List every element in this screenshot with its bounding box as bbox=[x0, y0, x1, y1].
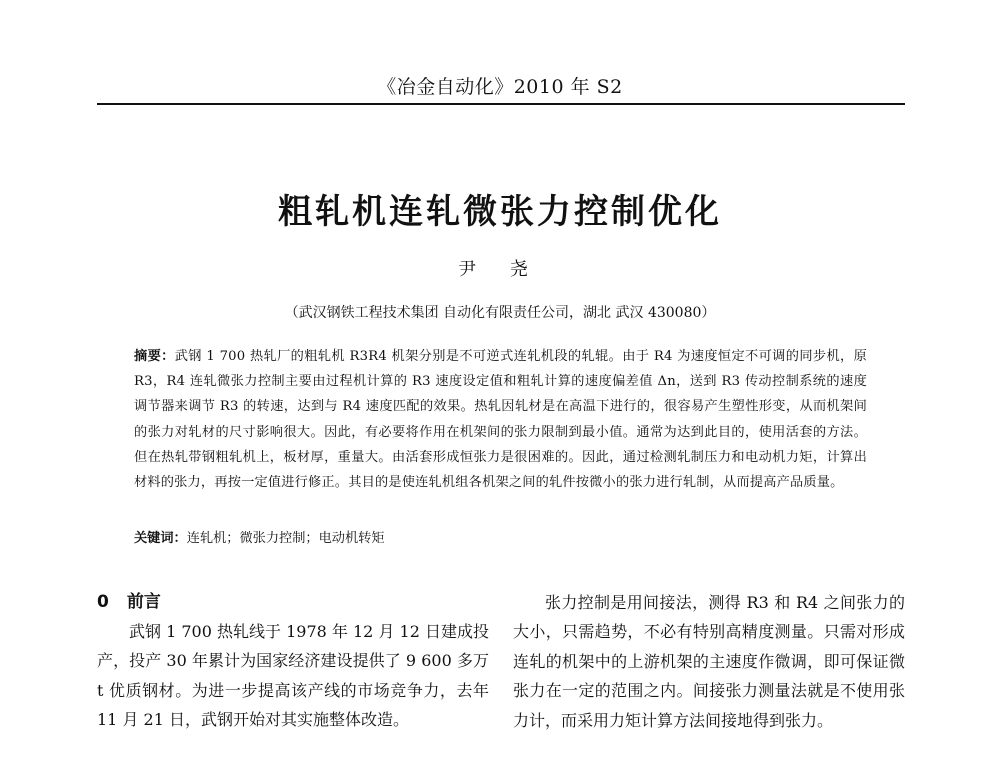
body-column-right bbox=[513, 588, 905, 735]
abstract-label: 摘要： bbox=[134, 349, 175, 364]
section-number: 0 bbox=[97, 592, 109, 612]
section-title: 前言 bbox=[126, 592, 161, 612]
article-author: 尹 尧 bbox=[458, 259, 542, 280]
left-paragraph: 武钢 1 700 热轧线于 1978 年 12 月 12 日建成投产，投产 30 年累计为国家经济建设提供了 9 600 多万 t 优质钢材。为进一步提高该产线的市场竞争力，去年 11 月 21 日，武钢开始对其实施整体改造。 bbox=[97, 622, 489, 730]
abstract-text: 武钢 1 700 热轧厂的粗轧机 R3R4 机架分别是不可逆式连轧机段的轧辊。由于 R4 为速度恒定不可调的同步机，原 R3，R4 连轧微张力控制主要由过程机计算的 R3 速度设定值和粗轧计算的速度偏差值 Δn，送到 R3 传动控制系统的速度调节器来调节 R3 的转速，达到与 R4 速度匹配的效果。热轧因轧材是在高温下进行的，很容易产生塑性形变，从而机架间的张力对轧材的尺寸影响很大。因此，有必要将作用在机架间的张力限制到最小值。通常为达到此目的，使用活套的方法。但在热轧带钢粗轧机上，板材厚，重量大。由活套形成恒张力是很困难的。因此，通过检测轧制压力和电动机力矩，计算出材料的张力，再按一定值进行修正。其目的是使连轧机组各机架之间的轧件按微小的张力进行轧制，从而提高产品质量。 bbox=[134, 349, 867, 491]
abstract-block bbox=[134, 344, 867, 495]
running-head: 《冶金自动化》2010 年 S2 bbox=[377, 76, 623, 98]
author-affiliation: （武汉钢铁工程技术集团 自动化有限责任公司，湖北 武汉 430080） bbox=[284, 305, 716, 321]
header-rule bbox=[97, 103, 905, 105]
section-heading bbox=[97, 588, 489, 617]
keywords-text: 连轧机；微张力控制；电动机转矩 bbox=[186, 531, 385, 546]
article-title: 粗轧机连轧微张力控制优化 bbox=[278, 192, 722, 232]
right-paragraph: 张力控制是用间接法，测得 R3 和 R4 之间张力的大小，只需趋势，不必有特别高精度测量。只需对形成连轧的机架中的上游机架的主速度作微调，即可保证微张力在一定的范围之内。间接张力测量法就是不使用张力计，而采用力矩计算方法间接地得到张力。 bbox=[513, 593, 905, 730]
keywords-label: 关键词： bbox=[134, 531, 187, 546]
keywords-block bbox=[134, 526, 867, 551]
body-column-left bbox=[97, 588, 489, 735]
